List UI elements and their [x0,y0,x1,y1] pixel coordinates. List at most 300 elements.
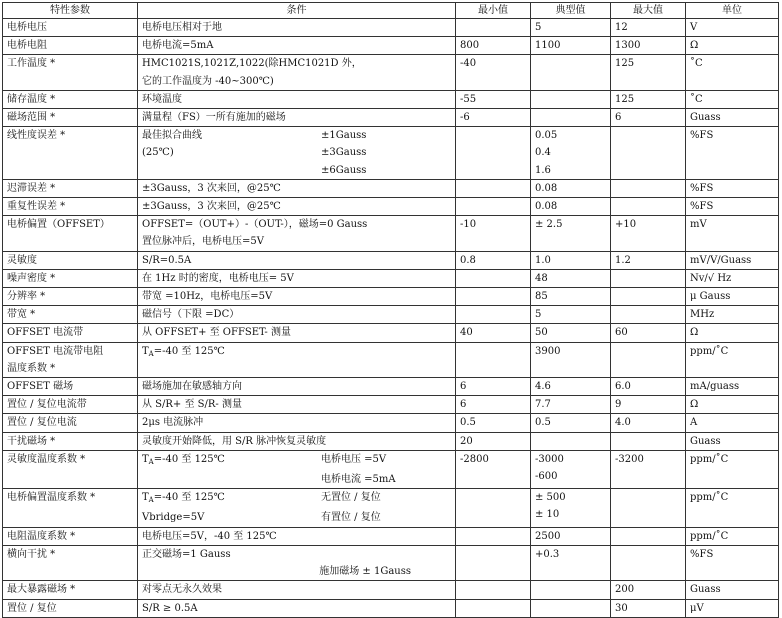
condition-cell [138,324,456,342]
condition-cell [138,269,456,287]
typical-cell [531,216,611,251]
table-row [3,198,779,216]
cell-value [535,55,606,72]
table-row [3,19,779,37]
condition-line: 在 1Hz 时的密度，电桥电压= 5V [142,272,294,284]
header-typical: 典型值 [531,3,611,19]
cell-value: 1.2 [615,254,631,266]
param-line: OFFSET 电流带电阻 [7,345,104,357]
min-cell [456,198,531,216]
unit-cell: Guass [686,432,779,450]
min-cell [456,342,531,377]
max-cell [611,396,686,414]
condition-line: 满量程（FS）一所有施加的磁场 [142,112,286,124]
unit-cell: μ Gauss [686,288,779,306]
condition-line: ±3Gauss，3 次来回，@25℃ [142,182,281,194]
param-cell [3,599,138,617]
cell-value [535,581,606,598]
min-cell [456,306,531,324]
header-condition: 条件 [138,3,456,19]
table-row [3,414,779,432]
cell-value: 0.8 [460,254,476,266]
param-cell [3,179,138,197]
min-cell [456,599,531,617]
header-min: 最小值 [456,3,531,19]
table-row [3,109,779,127]
condition-cell [138,37,456,55]
max-cell [611,90,686,108]
param-cell [3,55,138,90]
unit-cell: %FS [686,127,779,180]
cell-value [615,198,681,215]
typical-cell [531,581,611,599]
condition-line: 从 OFFSET+ 至 OFFSET- 测量 [142,327,291,339]
typical-cell [531,19,611,37]
typical-cell [531,306,611,324]
condition-cell [138,581,456,599]
cell-value [460,489,526,506]
unit-cell: ˚C [686,55,779,90]
max-cell [611,489,686,527]
condition-line: 置位脉冲后，电桥电压=5V [142,236,264,248]
cell-value: 0.4 [535,147,551,159]
cell-value: 1300 [615,40,641,52]
condition-line: 2μs 电流脉冲 [142,417,204,429]
param-line: 温度系数 * [7,362,56,374]
condition-line: ±3Gauss，3 次来回，@25℃ [142,201,281,213]
cell-value: -3000 [535,453,564,465]
cell-value [615,180,681,197]
min-cell [456,545,531,580]
cell-value [460,180,526,197]
table-row [3,378,779,396]
cell-value [460,600,526,617]
typical-cell [531,545,611,580]
param-line: 灵敏度温度系数 * [7,453,86,465]
param-line: 电桥偏置温度系数 * [7,492,96,504]
min-cell [456,581,531,599]
typical-cell [531,198,611,216]
typical-cell [531,269,611,287]
cell-value [460,546,526,563]
param-cell [3,306,138,324]
param-cell [3,450,138,488]
max-cell [611,19,686,37]
param-line: 干扰磁场 * [7,435,56,447]
condition-line: 电桥电压=5V，-40 至 125℃ [142,530,277,542]
cell-value: 6 [460,399,467,411]
cell-value: -3200 [615,453,644,465]
param-line: 灵敏度 [7,254,37,266]
table-row [3,288,779,306]
cell-value [615,343,681,360]
param-line: 磁场范围 * [7,112,56,124]
condition-cell [138,545,456,580]
cell-value: 0.08 [535,182,558,194]
typical-cell [531,450,611,488]
unit-cell: mA/guass [686,378,779,396]
condition-line [142,144,451,161]
param-cell [3,127,138,180]
cell-value: 0.05 [535,130,558,142]
min-cell [456,251,531,269]
condition-line: 正交磁场=1 Gauss [142,548,231,560]
unit-cell: Ω [686,37,779,55]
param-line: 工作温度 * [7,58,56,70]
cell-value: -55 [460,93,477,105]
table-row [3,489,779,527]
max-cell [611,545,686,580]
param-line: 置位 / 复位电流带 [7,399,87,411]
condition-line: S/R=0.5A [142,254,192,266]
table-row [3,127,779,180]
min-cell [456,378,531,396]
min-cell [456,324,531,342]
max-cell [611,109,686,127]
header-row [3,3,779,19]
typical-cell [531,489,611,527]
condition-cell [138,55,456,90]
table-row [3,545,779,580]
max-cell [611,414,686,432]
min-cell [456,489,531,527]
header-unit: 单位 [686,3,779,19]
table-row [3,37,779,55]
condition-cell [138,432,456,450]
cell-value: 7.7 [535,399,551,411]
condition-line [142,162,451,179]
cell-value: 0.5 [460,417,476,429]
condition-line [142,471,451,488]
param-line: 置位 / 复位电流 [7,417,77,429]
condition-line: 对零点无永久效果 [142,584,222,596]
condition-cell [138,251,456,269]
table-row [3,432,779,450]
param-line: OFFSET 电流带 [7,327,84,339]
cell-value [460,127,526,144]
cell-value [460,288,526,305]
condition-line [142,127,451,144]
cell-value: 5 [535,309,542,321]
unit-cell: ppm/˚C [686,527,779,545]
cell-value [615,528,681,545]
table-body [3,19,779,618]
param-cell [3,489,138,527]
param-cell [3,378,138,396]
cell-value: 1.0 [535,254,551,266]
cell-value: +0.3 [535,548,560,560]
condition-line: 它的工作温度为 -40~300℃) [142,75,274,87]
min-cell [456,527,531,545]
unit-cell: V [686,19,779,37]
cell-value: 2500 [535,530,561,542]
condition-text: 最佳拟合曲线 [142,130,202,142]
condition-cell [138,216,456,251]
cell-value [615,489,681,506]
unit-cell: ppm/˚C [686,450,779,488]
condition-line [142,451,451,471]
cell-value [460,581,526,598]
cell-value: ± 2.5 [535,219,563,231]
cell-value: 3900 [535,345,561,357]
typical-cell [531,342,611,377]
param-cell [3,414,138,432]
cell-value [535,433,606,450]
typical-cell [531,109,611,127]
unit-cell: Guass [686,581,779,599]
cell-value [615,306,681,323]
condition-line [142,509,451,526]
typical-cell [531,527,611,545]
min-cell [456,432,531,450]
header-max: 最大值 [611,3,686,19]
condition-cell [138,342,456,377]
table-row [3,342,779,377]
cell-value [615,288,681,305]
max-cell [611,342,686,377]
max-cell [611,37,686,55]
unit-cell: μV [686,599,779,617]
condition-cell [138,450,456,488]
cell-value: 0.5 [535,417,551,429]
max-cell [611,581,686,599]
min-cell [456,19,531,37]
typical-cell [531,251,611,269]
table-row [3,251,779,269]
condition-cell [138,396,456,414]
cell-value [615,433,681,450]
param-line: 噪声密度 * [7,272,56,284]
condition-cell [138,414,456,432]
cell-value [460,270,526,287]
cell-value: -600 [535,471,558,483]
cell-value [615,546,681,563]
param-line: 电桥电压 [7,22,47,33]
max-cell [611,324,686,342]
unit-cell: Guass [686,109,779,127]
table-row [3,599,779,617]
cell-value [460,19,526,36]
condition-cell [138,306,456,324]
param-cell [3,545,138,580]
cell-value [460,306,526,323]
param-cell [3,288,138,306]
table-row [3,216,779,251]
min-cell [456,288,531,306]
cell-value: 1100 [535,40,561,52]
param-cell [3,216,138,251]
table-row [3,55,779,90]
typical-cell [531,127,611,180]
min-cell [456,450,531,488]
condition-cell [138,527,456,545]
typical-cell [531,288,611,306]
condition-line: 电桥电压相对于地 [142,22,222,33]
max-cell [611,179,686,197]
condition-line: S/R ≥ 0.5A [142,602,198,614]
param-cell [3,342,138,377]
cell-value: 1.6 [535,164,551,176]
condition-line: OFFSET=（OUT+）-（OUT-），磁场=0 Gauss [142,219,368,231]
condition-subtext: ±1Gauss [321,130,367,142]
param-cell [3,269,138,287]
cell-value: 30 [615,602,628,614]
cell-value: 40 [460,327,473,339]
min-cell [456,414,531,432]
condition-text: Vbridge=5V [142,512,205,524]
condition-line: $T_A=-40$ 至 125℃ [142,345,225,358]
min-cell [456,37,531,55]
unit-cell: ppm/˚C [686,342,779,377]
cell-value: ± 500 [535,492,566,504]
typical-cell [531,414,611,432]
cell-value [460,343,526,360]
min-cell [456,269,531,287]
condition-line: HMC1021S,1021Z,1022(除HMC1021D 外， [142,58,362,70]
cell-value: 800 [460,40,480,52]
param-cell [3,37,138,55]
cell-value: 4.6 [535,381,551,393]
cell-value: -40 [460,58,477,70]
condition-text: $T_A=-40$ 至 125℃ [142,492,225,505]
cell-value [535,109,606,126]
cell-value: 48 [535,272,548,284]
cell-value: 20 [460,435,473,447]
max-cell [611,55,686,90]
param-line: 迟滞误差 * [7,182,56,194]
condition-line: 带宽 =10Hz，电桥电压=5V [142,291,273,303]
cell-value: 6 [615,112,622,124]
cell-value: 5 [535,22,542,33]
unit-cell: Nv/√ Hz [686,269,779,287]
param-line: 电桥偏置（OFFSET） [7,219,110,231]
condition-line: 电桥电流=5mA [142,40,214,52]
max-cell [611,432,686,450]
table-row [3,450,779,488]
cell-value [535,91,606,108]
cell-value: 50 [535,327,548,339]
param-line: OFFSET 磁场 [7,381,74,393]
max-cell [611,216,686,251]
condition-cell [138,378,456,396]
table-row [3,269,779,287]
max-cell [611,269,686,287]
param-cell [3,198,138,216]
unit-cell: %FS [686,545,779,580]
typical-cell [531,432,611,450]
cell-value: 125 [615,93,635,105]
max-cell [611,306,686,324]
cell-value: 60 [615,327,628,339]
typical-cell [531,37,611,55]
min-cell [456,55,531,90]
condition-line [142,563,451,580]
table-row [3,179,779,197]
condition-line [142,489,451,509]
cell-value: 4.0 [615,417,631,429]
param-line: 横向干扰 * [7,548,56,560]
typical-cell [531,55,611,90]
condition-subtext: 电桥电压 =5V [321,453,387,465]
unit-cell: Ω [686,324,779,342]
condition-line: 环境温度 [142,93,182,105]
condition-cell [138,288,456,306]
table-row [3,324,779,342]
unit-cell: A [686,414,779,432]
param-cell [3,396,138,414]
condition-cell [138,599,456,617]
cell-value: -2800 [460,453,489,465]
param-cell [3,324,138,342]
cell-value: 6 [460,381,467,393]
condition-cell [138,19,456,37]
cell-value [460,528,526,545]
param-line: 置位 / 复位 [7,602,57,614]
condition-line: 磁信号（下限 =DC） [142,309,240,321]
param-line: 分辨率 * [7,291,46,303]
param-line: 线性度误差 * [7,130,66,142]
typical-cell [531,179,611,197]
min-cell [456,179,531,197]
header-param: 特性参数 [3,3,138,19]
condition-text: (25℃) [142,147,174,159]
max-cell [611,198,686,216]
max-cell [611,527,686,545]
param-cell [3,109,138,127]
unit-cell: Ω [686,396,779,414]
condition-subtext: ±3Gauss [321,147,367,159]
condition-subtext: 有置位 / 复位 [321,512,381,524]
typical-cell [531,324,611,342]
max-cell [611,599,686,617]
condition-subtext: ±6Gauss [321,164,367,176]
unit-cell: ppm/˚C [686,489,779,527]
unit-cell: %FS [686,198,779,216]
unit-cell: MHz [686,306,779,324]
max-cell [611,127,686,180]
cell-value: +10 [615,219,637,231]
condition-cell [138,198,456,216]
min-cell [456,396,531,414]
condition-subtext: 电桥电流 =5mA [321,474,396,486]
param-cell [3,581,138,599]
unit-cell: ˚C [686,90,779,108]
param-line: 重复性误差 * [7,201,66,213]
param-cell [3,251,138,269]
cell-value [535,600,606,617]
param-line: 电桥电阻 [7,40,47,52]
param-line: 储存温度 * [7,93,56,105]
table-row [3,90,779,108]
condition-cell [138,179,456,197]
cell-value: 125 [615,58,635,70]
spec-table [2,2,779,618]
condition-cell [138,127,456,180]
max-cell [611,288,686,306]
table-row [3,396,779,414]
table-row [3,306,779,324]
condition-subtext: 施加磁场 ± 1Gauss [319,566,411,578]
min-cell [456,90,531,108]
param-cell [3,90,138,108]
param-line: 电阻温度系数 * [7,530,76,542]
cell-value [615,270,681,287]
min-cell [456,127,531,180]
param-cell [3,432,138,450]
cell-value: ± 10 [535,509,560,521]
table-row [3,527,779,545]
cell-value: 85 [535,291,548,303]
